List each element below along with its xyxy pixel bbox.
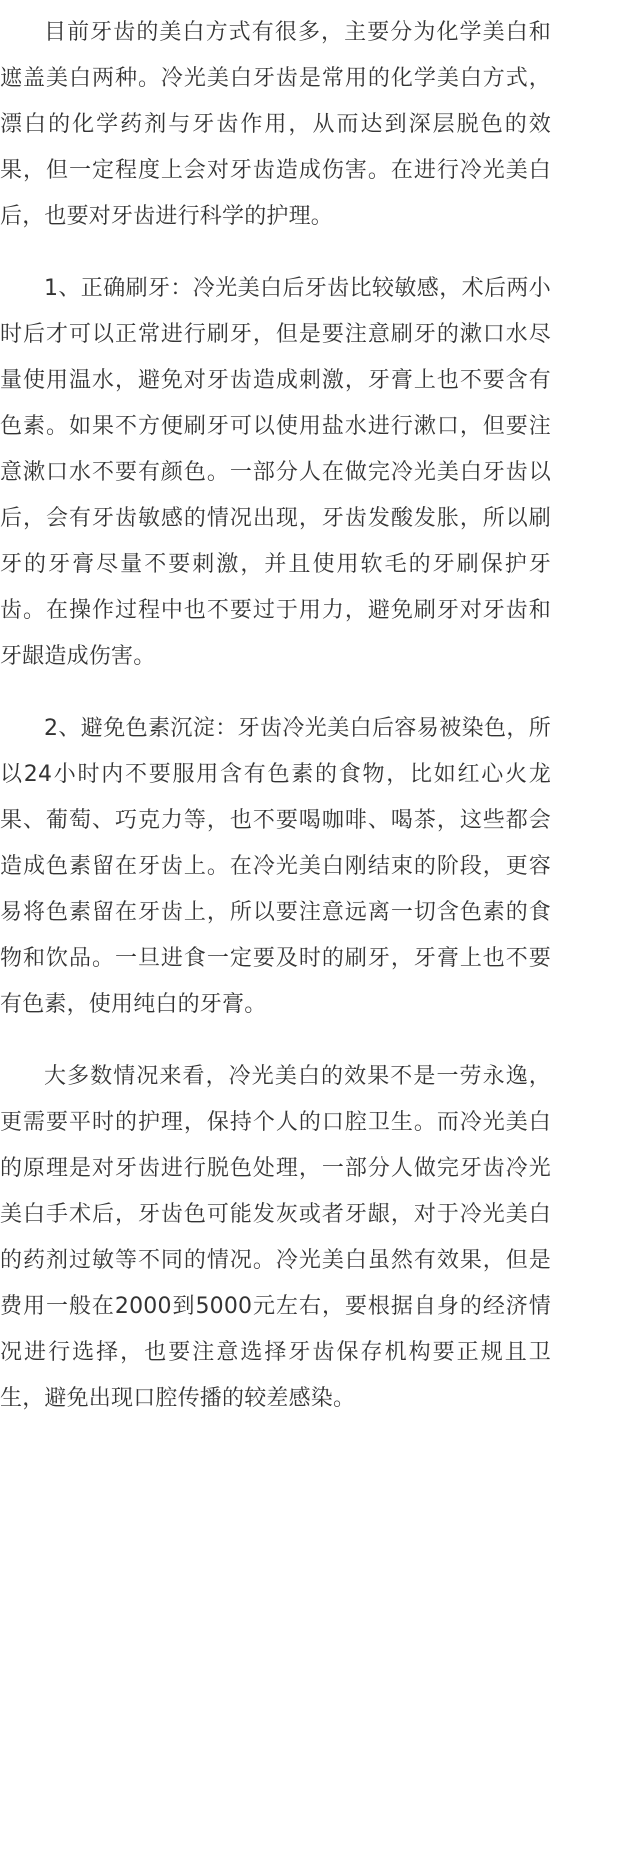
pigment-paragraph: 2、避免色素沉淀：牙齿冷光美白后容易被染色，所以24小时内不要服用含有色素的食物，比如红心火龙果、葡萄、巧克力等，也不要喝咖啡、喝茶，这些都会造成色素留在牙齿上。在冷光美白刚结束的阶段，更容易将色素留在牙齿上，所以要注意远离一切含色素的食物和饮品。一旦进食一定要及时的刷牙，牙膏上也不要有色素，使用纯白的牙膏。 (0, 716, 551, 1017)
summary-paragraph: 大多数情况来看，冷光美白的效果不是一劳永逸，更需要平时的护理，保持个人的口腔卫生。而冷光美白的原理是对牙齿进行脱色处理，一部分人做完牙齿冷光美白手术后，牙齿色可能发灰或者牙龈，对于冷光美白的药剂过敏等不同的情况。冷光美白虽然有效果，但是费用一般在2000到5000元左右，要根据自身的经济情况进行选择，也要注意选择牙齿保存机构要正规且卫生，避免出现口腔传播的较差感染。 (0, 1064, 551, 1411)
article-body (0, 10, 551, 1448)
brushing-paragraph: 1、正确刷牙：冷光美白后牙齿比较敏感，术后两小时后才可以正常进行刷牙，但是要注意刷牙的漱口水尽量使用温水，避免对牙齿造成刺激，牙膏上也不要含有色素。如果不方便刷牙可以使用盐水进行漱口，但要注意漱口水不要有颜色。一部分人在做完冷光美白牙齿以后，会有牙齿敏感的情况出现，牙齿发酸发胀，所以刷牙的牙膏尽量不要刺激，并且使用软毛的牙刷保护牙齿。在操作过程中也不要过于用力，避免刷牙对牙齿和牙龈造成伤害。 (0, 276, 551, 669)
intro-paragraph: 目前牙齿的美白方式有很多，主要分为化学美白和遮盖美白两种。冷光美白牙齿是常用的化学美白方式，漂白的化学药剂与牙齿作用，从而达到深层脱色的效果，但一定程度上会对牙齿造成伤害。在进行冷光美白后，也要对牙齿进行科学的护理。 (0, 20, 551, 229)
